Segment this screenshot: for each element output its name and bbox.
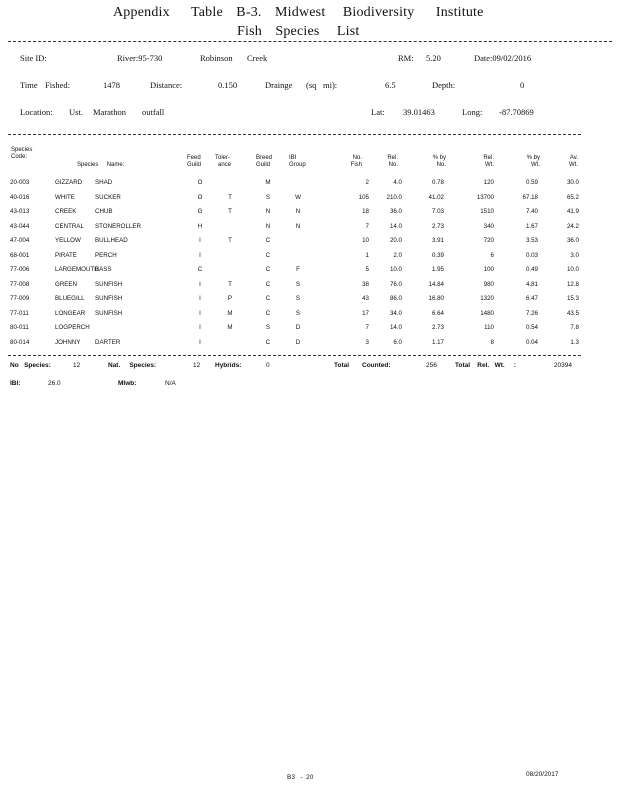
cell-species-name: JOHNNY <box>55 338 81 346</box>
cell-number-fish: 18 <box>362 208 369 215</box>
subtitle-word: Fish <box>237 24 262 39</box>
cell-species-name: CREEK <box>55 208 77 215</box>
cell-pct-wt: 0.54 <box>525 324 538 331</box>
cell-number-fish: 2 <box>365 179 369 186</box>
cell-av-wt: 3.0 <box>570 251 579 259</box>
cell-number-fish: 1 <box>365 251 369 259</box>
cell-rel-wt: 720 <box>483 237 494 244</box>
cell-rel-no: 14.0 <box>389 222 402 230</box>
cell-ibi-group: D <box>295 338 301 346</box>
no-species-label: No Species: <box>10 362 51 369</box>
cell-feed-guild: I <box>199 338 201 346</box>
cell-rel-no: 34.0 <box>389 309 402 317</box>
time-value: 1478 <box>103 80 120 90</box>
cell-rel-wt: 110 <box>484 324 494 331</box>
cell-av-wt: 12.8 <box>566 280 579 288</box>
cell-pct-wt: 0.04 <box>525 338 538 346</box>
cell-feed-guild: H <box>197 222 203 230</box>
cell-pct-no: 6.64 <box>431 309 444 317</box>
cell-pct-no: 14.84 <box>428 280 444 288</box>
cell-species-name: PIRATE <box>55 251 77 259</box>
cell-ibi-group: S <box>295 309 301 317</box>
cell-species-code: 40-016 <box>10 193 30 201</box>
cell-pct-no: 16.80 <box>428 295 444 302</box>
total-label: Total <box>334 362 350 369</box>
cell-pct-wt: 4.81 <box>525 280 538 288</box>
cell-feed-guild: I <box>199 309 201 317</box>
depth-value: 0 <box>520 80 525 90</box>
cell-ibi-group: S <box>295 295 301 302</box>
title-word: Appendix <box>113 5 170 20</box>
location-word-2: Marathon <box>93 107 127 117</box>
cell-tolerance: T <box>228 208 232 215</box>
cell-pct-no: 1.95 <box>431 266 444 273</box>
cell-pct-wt: 7.40 <box>525 208 538 215</box>
cell-ibi-group: D <box>295 324 301 331</box>
ibi-label: IBI: <box>10 380 21 387</box>
cell-species-code: 77-008 <box>10 280 30 288</box>
cell-tolerance: T <box>228 237 232 244</box>
cell-species-name: YELLOW <box>55 237 81 244</box>
distance-label: Distance: <box>150 80 183 90</box>
stream-name-1: Robinson <box>200 53 233 63</box>
time-label-2: Fished: <box>45 80 71 90</box>
cell-pct-no: 0.39 <box>431 251 444 259</box>
col-pct-wt: % by Wt. <box>526 155 540 168</box>
col-breed-guild: Breed Guild <box>256 155 273 168</box>
cell-species-name: LOGPERCH <box>55 324 90 331</box>
cell-number-fish: 105 <box>358 193 369 201</box>
cell-ibi-group: N <box>295 208 301 215</box>
cell-pct-wt: 67.18 <box>522 193 538 201</box>
cell-breed-guild: C <box>265 295 271 302</box>
time-label-1: Time <box>20 80 38 90</box>
cell-av-wt: 30.0 <box>566 179 579 186</box>
lat-label: Lat: <box>371 107 385 117</box>
stream-name-2: Creek <box>247 53 268 63</box>
distance-value: 0.150 <box>218 80 238 90</box>
cell-tolerance: P <box>227 295 233 302</box>
cell-rel-wt: 8 <box>490 338 494 346</box>
hybrids-label: Hybrids: <box>215 362 242 369</box>
total-rel-wt-value: 20394 <box>553 362 572 369</box>
cell-rel-no: 4.0 <box>393 179 402 186</box>
cell-pct-no: 1.17 <box>431 338 444 346</box>
rm-value: 5.20 <box>426 53 441 63</box>
cell-ibi-group: N <box>295 222 301 230</box>
cell-number-fish: 17 <box>362 309 369 317</box>
cell-feed-guild: O <box>197 193 203 201</box>
cell-species-name-2: DARTER <box>95 338 121 346</box>
cell-pct-no: 7.03 <box>431 208 444 215</box>
river-code: River:95-730 <box>117 53 163 63</box>
location-label: Location: <box>20 107 53 117</box>
cell-tolerance: M <box>227 309 233 317</box>
cell-breed-guild: C <box>265 266 271 273</box>
cell-av-wt: 10.0 <box>566 266 579 273</box>
title-word: Institute <box>435 5 484 20</box>
cell-rel-no: 6.0 <box>393 338 402 346</box>
cell-species-name-2: BULLHEAD <box>95 237 128 244</box>
cell-breed-guild: S <box>265 193 271 201</box>
cell-species-name: CENTRAL <box>55 222 84 230</box>
cell-ibi-group: W <box>295 193 301 201</box>
cell-rel-no: 86.0 <box>389 295 402 302</box>
cell-rel-wt: 13700 <box>476 193 494 201</box>
cell-species-name-2: SHAD <box>95 179 113 186</box>
nat-species-count: 12 <box>193 362 201 369</box>
cell-ibi-group: S <box>295 280 301 288</box>
cell-av-wt: 43.5 <box>566 309 579 317</box>
report-subtitle <box>237 24 360 40</box>
cell-species-code: 77-011 <box>10 309 29 317</box>
cell-species-name-2: SUNFISH <box>95 295 123 302</box>
cell-rel-wt: 100 <box>483 266 494 273</box>
col-ibi-group: IBI Group <box>289 155 306 168</box>
cell-feed-guild: I <box>199 251 201 259</box>
title-word: Biodiversity <box>342 5 415 20</box>
cell-number-fish: 7 <box>365 222 369 230</box>
cell-species-name: LONGEAR <box>55 309 86 317</box>
cell-species-name-2: SUCKER <box>95 193 121 201</box>
top-divider <box>8 41 612 42</box>
cell-tolerance: T <box>228 193 232 201</box>
cell-number-fish: 3 <box>365 338 369 346</box>
cell-pct-no: 41.02 <box>428 193 444 201</box>
cell-rel-wt: 340 <box>483 222 494 230</box>
cell-number-fish: 38 <box>362 280 369 288</box>
counted-label: Counted: <box>362 362 391 369</box>
cell-number-fish: 5 <box>365 266 369 273</box>
cell-av-wt: 24.2 <box>566 222 579 230</box>
cell-rel-no: 76.0 <box>389 280 402 288</box>
cell-rel-wt: 120 <box>483 179 494 186</box>
title-word: Table <box>190 5 223 20</box>
cell-feed-guild: G <box>197 208 203 215</box>
cell-breed-guild: C <box>265 309 271 317</box>
location-word-1: Ust. <box>69 107 83 117</box>
cell-breed-guild: C <box>265 251 271 259</box>
cell-rel-wt: 6 <box>490 251 494 259</box>
miwb-label: MIwb: <box>118 380 137 387</box>
cell-breed-guild: C <box>265 280 271 288</box>
cell-species-code: 80-014 <box>10 338 30 346</box>
nat-species-label: Nat. Species: <box>108 362 157 369</box>
cell-rel-no: 10.0 <box>389 266 402 273</box>
species-count: 12 <box>73 362 81 369</box>
cell-breed-guild: N <box>265 208 271 215</box>
cell-species-name: GIZZARD <box>55 179 83 186</box>
report-title <box>113 5 484 21</box>
rm-label: RM: <box>398 53 414 63</box>
cell-species-code: 20-003 <box>10 179 30 186</box>
site-id-label: Site ID: <box>20 53 47 63</box>
cell-species-code: 77-009 <box>10 295 30 302</box>
cell-rel-no: 210.0 <box>386 193 402 201</box>
col-pct-no: % by No. <box>432 155 446 168</box>
cell-breed-guild: M <box>265 179 271 186</box>
sample-date: Date:09/02/2016 <box>474 53 532 63</box>
cell-pct-no: 0.78 <box>431 179 444 186</box>
cell-breed-guild: S <box>265 324 271 331</box>
cell-av-wt: 36.0 <box>566 237 579 244</box>
cell-species-name-2: SUNFISH <box>95 309 123 317</box>
cell-feed-guild: I <box>199 324 201 331</box>
cell-tolerance: T <box>228 280 232 288</box>
cell-tolerance: M <box>227 324 233 331</box>
cell-pct-no: 2.73 <box>431 324 444 331</box>
cell-rel-no: 2.0 <box>393 251 402 259</box>
cell-rel-no: 36.0 <box>389 208 402 215</box>
info-divider <box>8 134 581 135</box>
summary-divider <box>8 355 581 356</box>
cell-species-name-2: BASS <box>95 266 112 273</box>
col-av-wt: Av. Wt. <box>569 155 578 168</box>
cell-feed-guild: I <box>199 280 201 288</box>
cell-species-code: 43-013 <box>10 208 30 215</box>
drainage-label-2: (sq <box>306 80 317 90</box>
cell-rel-wt: 1320 <box>480 295 494 302</box>
subtitle-word: Species <box>275 24 320 39</box>
cell-pct-no: 2.73 <box>431 222 444 230</box>
col-number-fish: No. Fish <box>350 155 362 168</box>
cell-rel-wt: 980 <box>483 280 494 288</box>
cell-species-name-2: CHUB <box>95 208 113 215</box>
cell-rel-no: 14.0 <box>389 324 402 331</box>
col-tolerance: Toler- ance <box>215 155 232 168</box>
cell-species-name: WHITE <box>55 193 75 201</box>
cell-number-fish: 43 <box>362 295 369 302</box>
title-word: Midwest <box>275 5 326 20</box>
col-rel-wt: Rel. Wt. <box>483 155 494 168</box>
cell-feed-guild: I <box>199 295 201 302</box>
depth-label: Depth: <box>432 80 456 90</box>
ibi-value: 26.0 <box>48 380 61 387</box>
cell-av-wt: 7.8 <box>570 324 579 331</box>
long-value: -87.70869 <box>499 107 534 117</box>
cell-breed-guild: C <box>265 338 271 346</box>
lat-value: 39.01463 <box>403 107 435 117</box>
drainage-value: 6.5 <box>385 80 396 90</box>
long-label: Long: <box>462 107 483 117</box>
cell-species-name-2: SUNFISH <box>95 280 123 288</box>
cell-av-wt: 41.9 <box>566 208 579 215</box>
cell-number-fish: 10 <box>362 237 369 244</box>
col-feed-guild: Feed Guild <box>187 155 202 168</box>
cell-rel-wt: 1510 <box>480 208 494 215</box>
counted-value: 256 <box>426 362 437 369</box>
col-species-code: Species Code: <box>11 147 33 160</box>
cell-breed-guild: N <box>265 222 271 230</box>
cell-breed-guild: C <box>265 237 271 244</box>
cell-species-code: 68-001 <box>10 251 30 259</box>
cell-species-code: 80-011 <box>10 324 29 331</box>
drainage-label-3: mi): <box>323 80 338 90</box>
cell-species-code: 47-004 <box>10 237 30 244</box>
cell-pct-wt: 0.59 <box>525 179 538 186</box>
miwb-value: N/A <box>165 380 176 387</box>
cell-rel-no: 20.0 <box>389 237 402 244</box>
cell-av-wt: 65.2 <box>566 193 579 201</box>
cell-species-name-2: PERCH <box>95 251 117 259</box>
cell-pct-wt: 0.03 <box>525 251 538 259</box>
print-date: 08/20/2017 <box>526 771 559 778</box>
cell-number-fish: 7 <box>365 324 369 331</box>
cell-pct-wt: 7.26 <box>525 309 538 317</box>
subtitle-word: List <box>336 24 360 39</box>
cell-av-wt: 1.3 <box>570 338 579 346</box>
cell-ibi-group: F <box>296 266 300 273</box>
cell-pct-wt: 1.67 <box>525 222 538 230</box>
location-word-3: outfall <box>142 107 165 117</box>
cell-rel-wt: 1480 <box>480 309 494 317</box>
total-rel-wt-label: Total Rel. Wt. : <box>455 362 516 369</box>
cell-species-name-2: STONEROLLER <box>95 222 141 230</box>
cell-feed-guild: I <box>199 237 201 244</box>
cell-av-wt: 15.3 <box>566 295 579 302</box>
page-number: B3 - 20 <box>287 774 314 781</box>
col-rel-no: Rel. No. <box>387 155 398 168</box>
col-species-name: Species Name: <box>77 162 125 168</box>
cell-pct-wt: 6.47 <box>525 295 538 302</box>
cell-species-code: 43-044 <box>10 222 30 230</box>
cell-species-code: 77-006 <box>10 266 30 273</box>
hybrids-count: 0 <box>266 362 270 369</box>
cell-feed-guild: O <box>197 179 203 186</box>
cell-pct-wt: 0.49 <box>525 266 538 273</box>
cell-species-name: LARGEMOUTH <box>55 266 99 273</box>
cell-species-name: GREEN <box>55 280 78 288</box>
drainage-label-1: Drainge <box>265 80 293 90</box>
cell-feed-guild: C <box>197 266 203 273</box>
cell-pct-no: 3.91 <box>431 237 444 244</box>
title-word: B-3. <box>236 5 262 20</box>
cell-pct-wt: 3.53 <box>525 237 538 244</box>
cell-species-name: BLUEGILL <box>55 295 85 302</box>
